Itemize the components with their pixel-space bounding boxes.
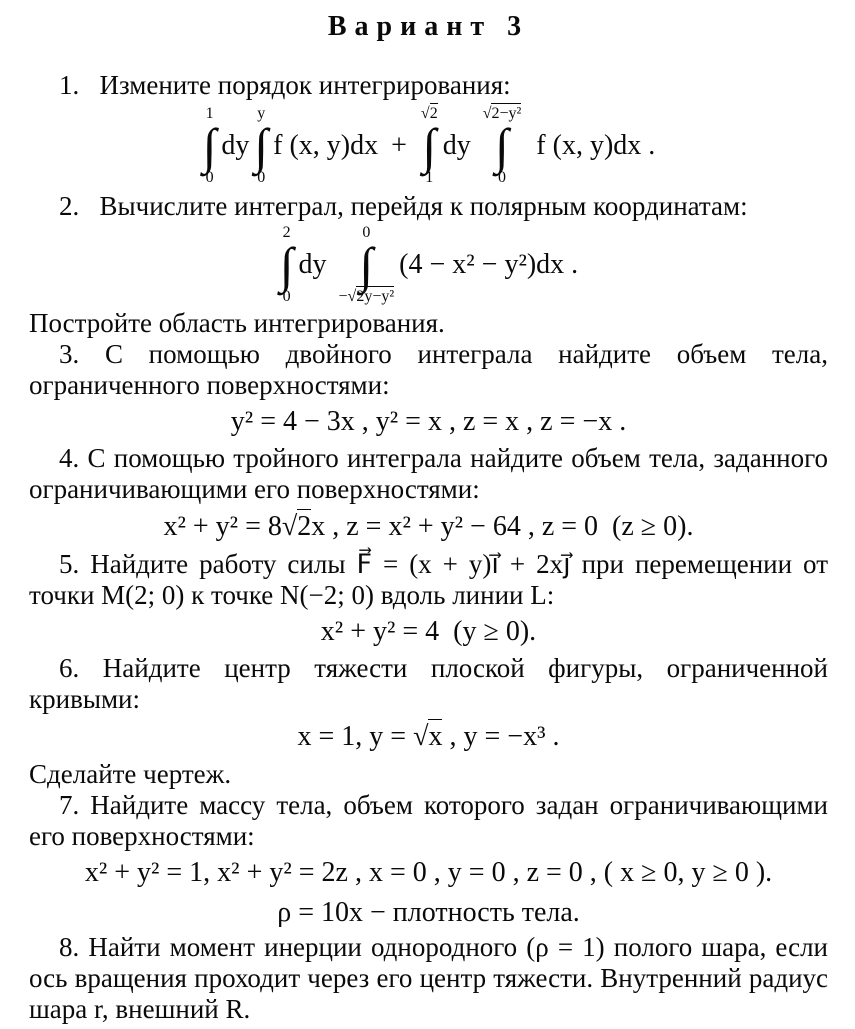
formula-segment: , y = −x³ . xyxy=(442,721,560,752)
radical-arg: 2y−y² xyxy=(356,288,395,305)
problem-6-text-line-1: 6. Найдите центр тяжести плоской фигуры, ограниченной xyxy=(59,653,828,683)
radical-arg: x xyxy=(428,721,443,752)
problem-6-note: Сделайте чертеж. xyxy=(29,759,232,789)
integral-2 xyxy=(339,224,395,307)
problem-6-text-line-2: кривыми: xyxy=(29,684,140,714)
problem-5-text-line-1: 5. Найдите работу силы F⃗ = (x + y)i⃗ + 2xj⃗ при перемещении от xyxy=(59,549,828,579)
formula-7a: x² + y² = 1, x² + y² = 2z , x = 0 , y = 0 , z = 0 , ( x ≥ 0, y ≥ 0 ). xyxy=(84,857,773,888)
formula-3: y² = 4 − 3x , y² = x , z = x , z = −x . xyxy=(230,406,627,437)
integral-sign: ∫ xyxy=(279,237,294,293)
problem-2-note: Постройте область интегрирования. xyxy=(29,308,445,338)
integral-sign: ∫ xyxy=(422,118,437,174)
problem-4-text-line-1: 4. С помощью тройного интеграла найдите объем тела, заданного xyxy=(59,443,828,473)
formula-segment: x , z = x² + y² − 64 , z = 0 (z ≥ 0). xyxy=(311,511,694,542)
integral-lower-limit: 1 xyxy=(425,169,434,186)
integral-upper-limit: 1 xyxy=(205,104,214,122)
integral-upper-limit: 0 xyxy=(362,223,371,241)
problem-5-text-line-2: точки M(2; 0) к точке N(−2; 0) вдоль линии L: xyxy=(29,580,555,610)
formula-body: dy xyxy=(221,130,250,161)
formula-7b: ρ = 10x − плотность тела. xyxy=(277,897,580,928)
problem-8-text-line-1: 8. Найти момент инерции однородного (ρ = 1) полого шара, если xyxy=(59,932,828,962)
page-title: Вариант 3 xyxy=(327,11,530,42)
problem-2-text: 2. Вычислите интеграл, перейдя к полярным координатам: xyxy=(59,191,748,221)
formula-5: x² + y² = 4 (y ≥ 0). xyxy=(320,616,537,647)
radical-arg: 2 xyxy=(429,104,438,122)
integral-sign: ∫ xyxy=(202,118,217,174)
formula-6 xyxy=(29,715,828,759)
radical-sign: √ xyxy=(281,511,298,542)
formula-1 xyxy=(29,101,828,191)
problem-3-text-line-2: ограниченного поверхностями: xyxy=(29,370,390,400)
integral-upper-limit: y xyxy=(257,104,266,122)
radical-arg: 2−y² xyxy=(491,104,522,122)
formula-body: dy xyxy=(298,249,327,280)
formula-segment: x² + y² = 8 xyxy=(163,511,282,542)
radical-sign: √ xyxy=(482,104,492,122)
formula-body: f (x, y)dx xyxy=(273,130,379,161)
formula-4 xyxy=(29,505,828,549)
integral-4 xyxy=(483,105,522,188)
integral-sign: ∫ xyxy=(254,118,269,174)
formula-body: (4 − x² − y²)dx . xyxy=(399,249,579,280)
problem-8-text-line-3: шара r, внешний R. xyxy=(29,994,251,1024)
integral-sign: ∫ xyxy=(359,237,374,293)
problem-7-text-line-1: 7. Найдите массу тела, объем которого задан ограничивающими xyxy=(59,790,828,820)
integral-upper-limit: 2 xyxy=(282,223,291,241)
problem-7-text-line-2: его поверхностями: xyxy=(29,821,255,851)
integral-3 xyxy=(421,105,438,188)
formula-body: f (x, y)dx . xyxy=(536,130,656,161)
plus-sign: + xyxy=(391,130,407,161)
integral-lower-limit: 0 xyxy=(257,169,266,186)
integral-1 xyxy=(280,224,294,307)
problem-8-text-line-2: ось вращения проходит через его центр тяжести. Внутренний радиус xyxy=(29,963,828,993)
problem-1-text: 1. Измените порядок интегрирования: xyxy=(59,70,511,100)
integral-sign: ∫ xyxy=(495,118,509,174)
integral-lower-limit: 0 xyxy=(497,169,506,186)
formula-body: dy xyxy=(442,130,471,161)
radical-arg: 2 xyxy=(297,511,312,542)
radical-sign: √ xyxy=(420,104,430,122)
integral-lower-limit xyxy=(339,288,395,306)
radical-sign: √ xyxy=(413,721,429,752)
integral-1 xyxy=(203,105,217,188)
integral-lower-limit: 0 xyxy=(205,169,214,186)
problem-4-text-line-2: ограничивающими его поверхностями: xyxy=(29,474,480,504)
integral-lower-limit: 0 xyxy=(282,288,291,305)
formula-segment: x = 1, y = xyxy=(297,721,414,752)
problem-3-text-line-1: 3. С помощью двойного интеграла найдите объем тела, xyxy=(59,339,828,369)
radical-sign: −√ xyxy=(338,288,357,305)
integral-2 xyxy=(254,105,268,188)
formula-2 xyxy=(29,222,828,308)
